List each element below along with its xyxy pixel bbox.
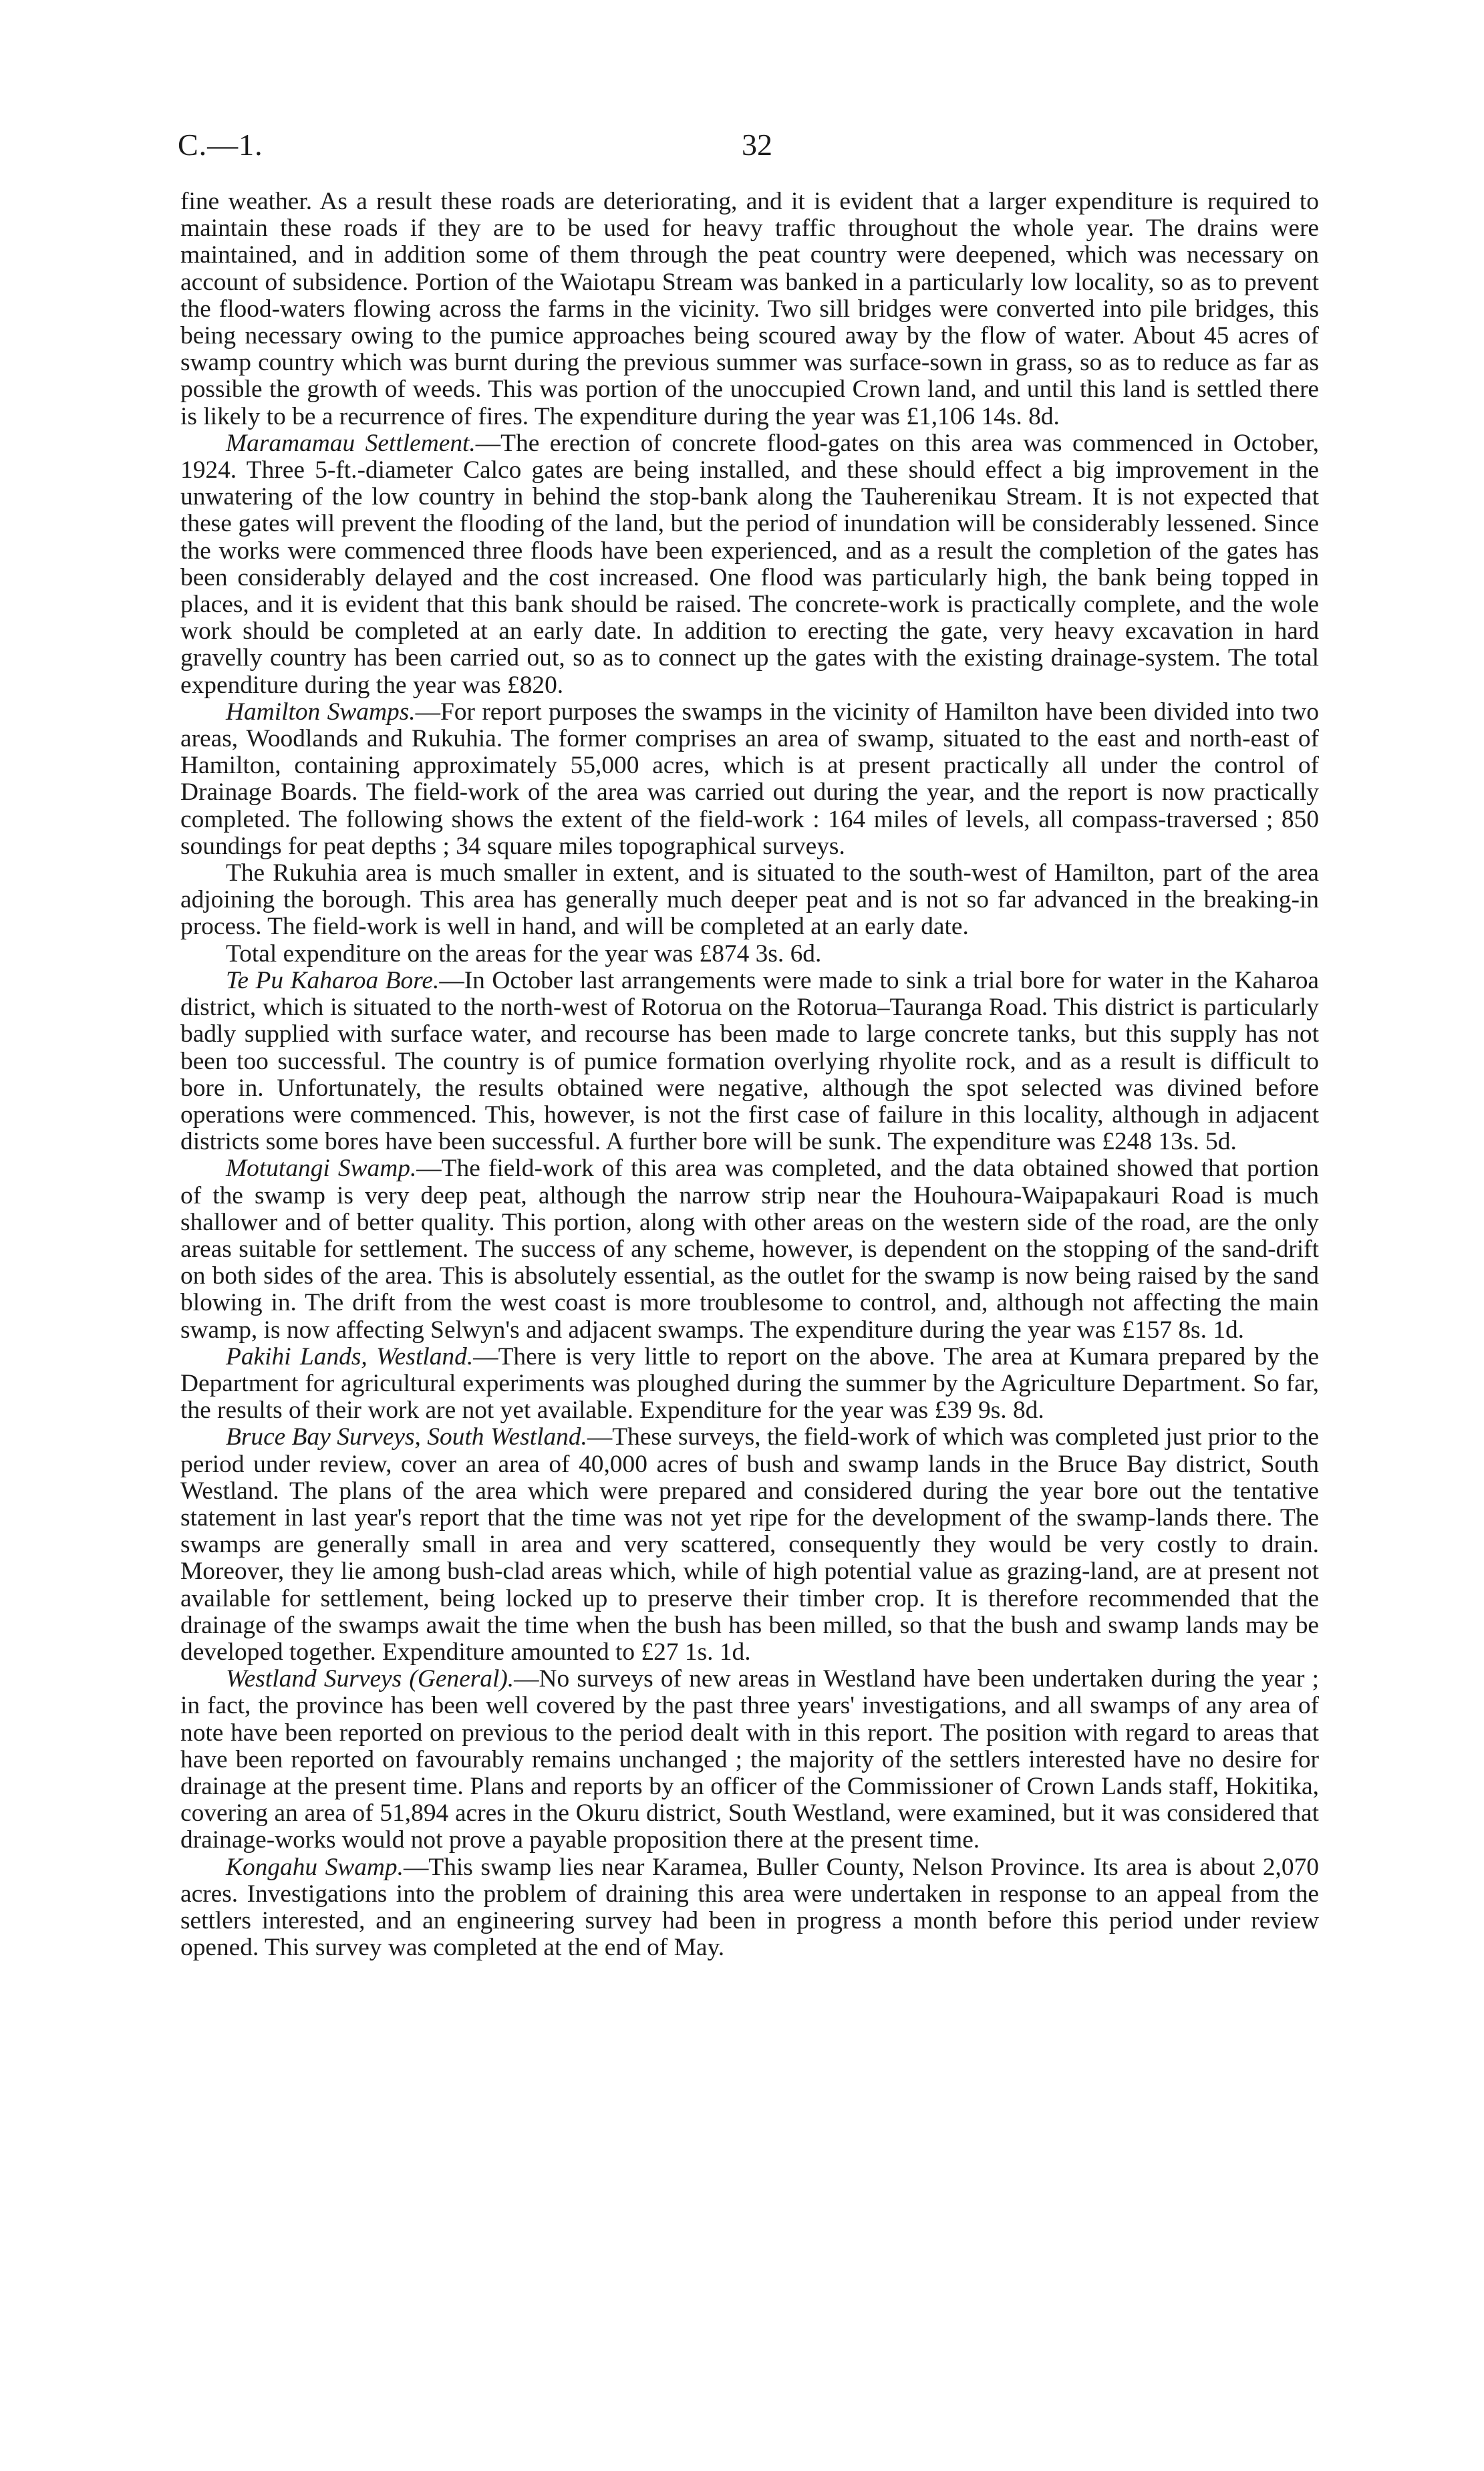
paragraph-westland-surveys: Westland Surveys (General).—No surveys of new areas in Westland have been undertaken during the year ; in fact, the province has been well covered by the past three years' investigations, and all swamps of any area of note have been reported on previous to the period dealt with in this report. The position with regard to areas that have been reported on favourably remains unchanged ; the majority of the settlers interested have no desire for drainage at the present time. Plans and reports by an officer of the Commissioner of Crown Lands staff, Hokitika, covering an area of 51,894 acres in the Okuru district, South Westland, were examined, but it was considered that drainage-works would not prove a payable proposition there at the present time. — [180, 1665, 1319, 1854]
paragraph-bruce-bay-surveys: Bruce Bay Surveys, South Westland.—These surveys, the field-work of which was completed just prior to the period under review, cover an area of 40,000 acres of bush and swamp lands in the Bruce Bay district, South Westland. The plans of the area which were prepared and considered during the year bore out the tentative statement in last year's report that the time was not yet ripe for the development of the swamp-lands there. The swamps are generally small in area and very scattered, consequently they would be very costly to drain. Moreover, they lie among bush-clad areas which, while of high potential value as grazing-land, are at present not available for settlement, being locked up to preserve their timber crop. It is therefore recommended that the drainage of the swamps await the time when the bush has been milled, so that the bush and swamp lands may be developed together. Expenditure amounted to £27 1s. 1d. — [180, 1423, 1319, 1666]
paragraph-pakihi-lands: Pakihi Lands, Westland.—There is very little to report on the above. The area at Kumara prepared by the Department for agricultural experiments was ploughed during the summer by the Agriculture Department. So far, the results of their work are not yet available. Expenditure for the year was £39 9s. 8d. — [180, 1342, 1319, 1425]
section-heading: Motutangi Swamp. — [226, 1155, 417, 1183]
paragraph-rukuhia-area: The Rukuhia area is much smaller in extent, and is situated to the south-west of Hamilton, part of the area adjoining the borough. This area has generally much deeper peat and is not so far advanced in the breaking-in process. The field-work is well in hand, and will be completed at an early date. — [180, 859, 1319, 941]
section-heading: Pakihi Lands, Westland. — [226, 1342, 474, 1370]
body-text — [180, 188, 1319, 1961]
section-heading: Bruce Bay Surveys, South Westland. — [226, 1423, 587, 1451]
section-heading: Te Pu Kaharoa Bore. — [226, 966, 440, 994]
page-number: 32 — [742, 128, 772, 162]
section-heading: Westland Surveys (General). — [226, 1665, 514, 1693]
paragraph-kongahu-swamp: Kongahu Swamp.—This swamp lies near Karamea, Buller County, Nelson Province. Its area is about 2,070 acres. Investigations into the problem of draining this area were undertaken in response to an appeal from the settlers interested, and an engineering survey had been in progress a month before this period under review opened. This survey was completed at the end of May. — [180, 1853, 1319, 1962]
paragraph-hamilton-swamps: Hamilton Swamps.—For report purposes the swamps in the vicinity of Hamilton have been divided into two areas, Woodlands and Rukuhia. The former comprises an area of swamp, situated to the east and north-east of Hamilton, containing approximately 55,000 acres, which is at present practically all under the control of Drainage Boards. The field-work of the area was carried out during the year, and the report is now practically completed. The following shows the extent of the field-work : 164 miles of levels, all compass-traversed ; 850 soundings for peat depths ; 34 square miles topographical surveys. — [180, 698, 1319, 860]
section-heading: Hamilton Swamps. — [226, 698, 416, 726]
paragraph-total-expenditure: Total expenditure on the areas for the year was £874 3s. 6d. — [226, 939, 822, 968]
paragraph-motutangi-swamp: Motutangi Swamp.—The field-work of this area was completed, and the data obtained showed that portion of the swamp is very deep peat, although the narrow strip near the Houhoura-Waipapakauri Road is much shallower and of better quality. This portion, along with other areas on the western side of the road, are the only areas suitable for settlement. The success of any scheme, however, is dependent on the stopping of the sand-drift on both sides of the area. This is absolutely essential, as the outlet for the swamp is now being raised by the sand blowing in. The drift from the west coast is more troublesome to control, and, although not affecting the main swamp, is now affecting Selwyn's and adjacent swamps. The expenditure during the year was £157 8s. 1d. — [180, 1155, 1319, 1344]
paragraph-te-pu-kaharoa-bore: Te Pu Kaharoa Bore.—In October last arrangements were made to sink a trial bore for water in the Kaharoa district, which is situated to the north-west of Rotorua on the Rotorua–Tauranga Road. This district is particularly badly supplied with surface water, and recourse has been made to large concrete tanks, but this supply has not been too successful. The country is of pumice formation overlying rhyolite rock, and as a result is difficult to bore in. Unfortunately, the results obtained were negative, although the spot selected was divined before operations were commenced. This, however, is not the first case of failure in this locality, although in adjacent districts some bores have been successful. A further bore will be sunk. The expenditure was £248 13s. 5d. — [180, 966, 1320, 1156]
section-heading: Maramamau Settlement. — [226, 429, 476, 457]
paragraph-maramamau-settlement: Maramamau Settlement.—The erection of concrete flood-gates on this area was commenced in October, 1924. Three 5-ft.-diameter Calco gates are being installed, and these should effect a big improvement in the unwatering of the low country in behind the stop-bank along the Tauherenikau Stream. It is not expected that these gates will prevent the flooding of the land, but the period of inundation will be considerably lessened. Since the works were commenced three floods have been experienced, and as a result the completion of the gates has been considerably delayed and the cost increased. One flood was particularly high, the bank being topped in places, and it is evident that this bank should be raised. The concrete-work is practically complete, and the wole work should be completed at an early date. In addition to erecting the gate, very heavy excavation in hard gravelly country has been carried out, so as to connect up the gates with the existing drainage-system. The total expenditure during the year was £820. — [180, 429, 1319, 699]
section-heading: Kongahu Swamp. — [226, 1853, 404, 1881]
document-reference: C.—1. — [178, 128, 263, 162]
paragraph-roads-continued: fine weather. As a result these roads are deteriorating, and it is evident that a larger expenditure is required to maintain these roads if they are to be used for heavy traffic throughout the whole year. The drains were maintained, and in addition some of them through the peat country were deepened, which was necessary on account of subsidence. Portion of the Waiotapu Stream was banked in a particularly low locality, so as to prevent the flood-waters flowing across the farms in the vicinity. Two sill bridges were converted into pile bridges, this being necessary owing to the pumice approaches being scoured away by the flow of water. About 45 acres of swamp country which was burnt during the previous summer was surface-sown in grass, so as to reduce as far as possible the growth of weeds. This was portion of the unoccupied Crown land, and until this land is settled there is likely to be a recurrence of fires. The expenditure during the year was £1,106 14s. 8d. — [180, 188, 1319, 430]
